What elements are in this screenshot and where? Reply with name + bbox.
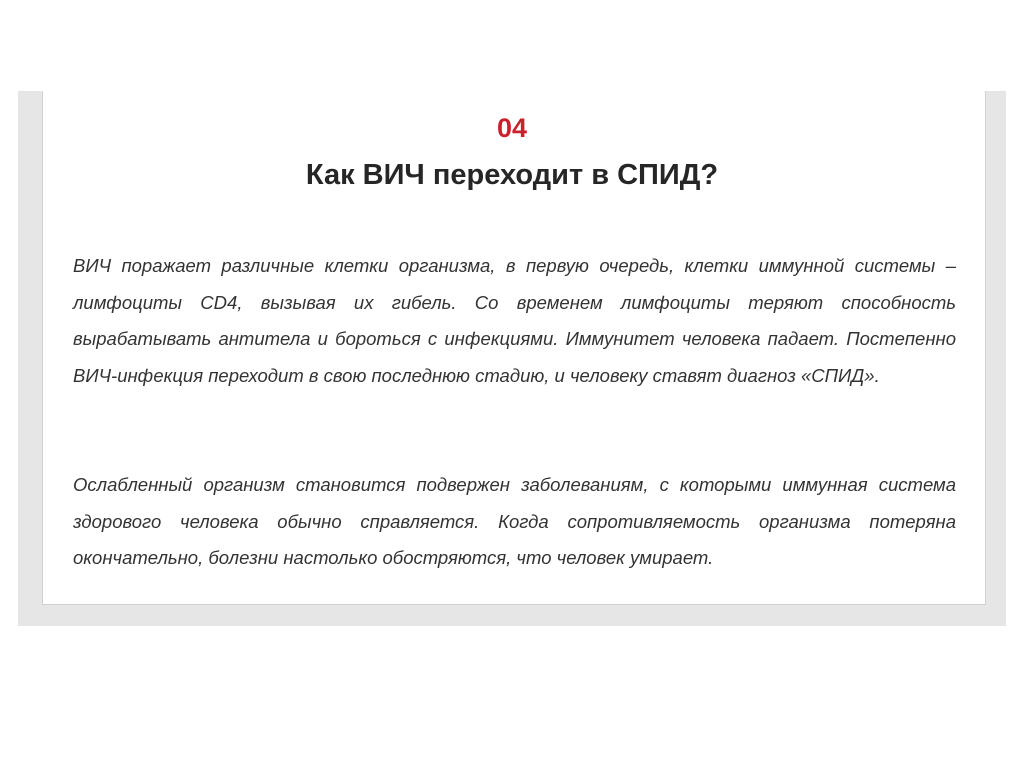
body-paragraph-1: ВИЧ поражает различные клетки организма, в первую очередь, клетки иммунной системы – лимфоциты CD4, вызывая их гибель. Со временем лимфоциты теряют способность вырабатывать антитела и бороться с инфекциями. Иммунитет человека падает. Постепенно ВИЧ-инфекция переходит в свою последнюю стадию, и человеку ставят диагноз «СПИД». <box>73 255 956 386</box>
page-title: Как ВИЧ переходит в СПИД? <box>305 159 719 191</box>
section-number: 04 <box>496 113 528 143</box>
body-paragraph-2: Ослабленный организм становится подвержен заболеваниям, с которыми иммунная система здорового человека обычно справляется. Когда сопротивляемость организма потеряна окончательно, болезни настолько обостряются, что человек умирает. <box>73 474 956 569</box>
